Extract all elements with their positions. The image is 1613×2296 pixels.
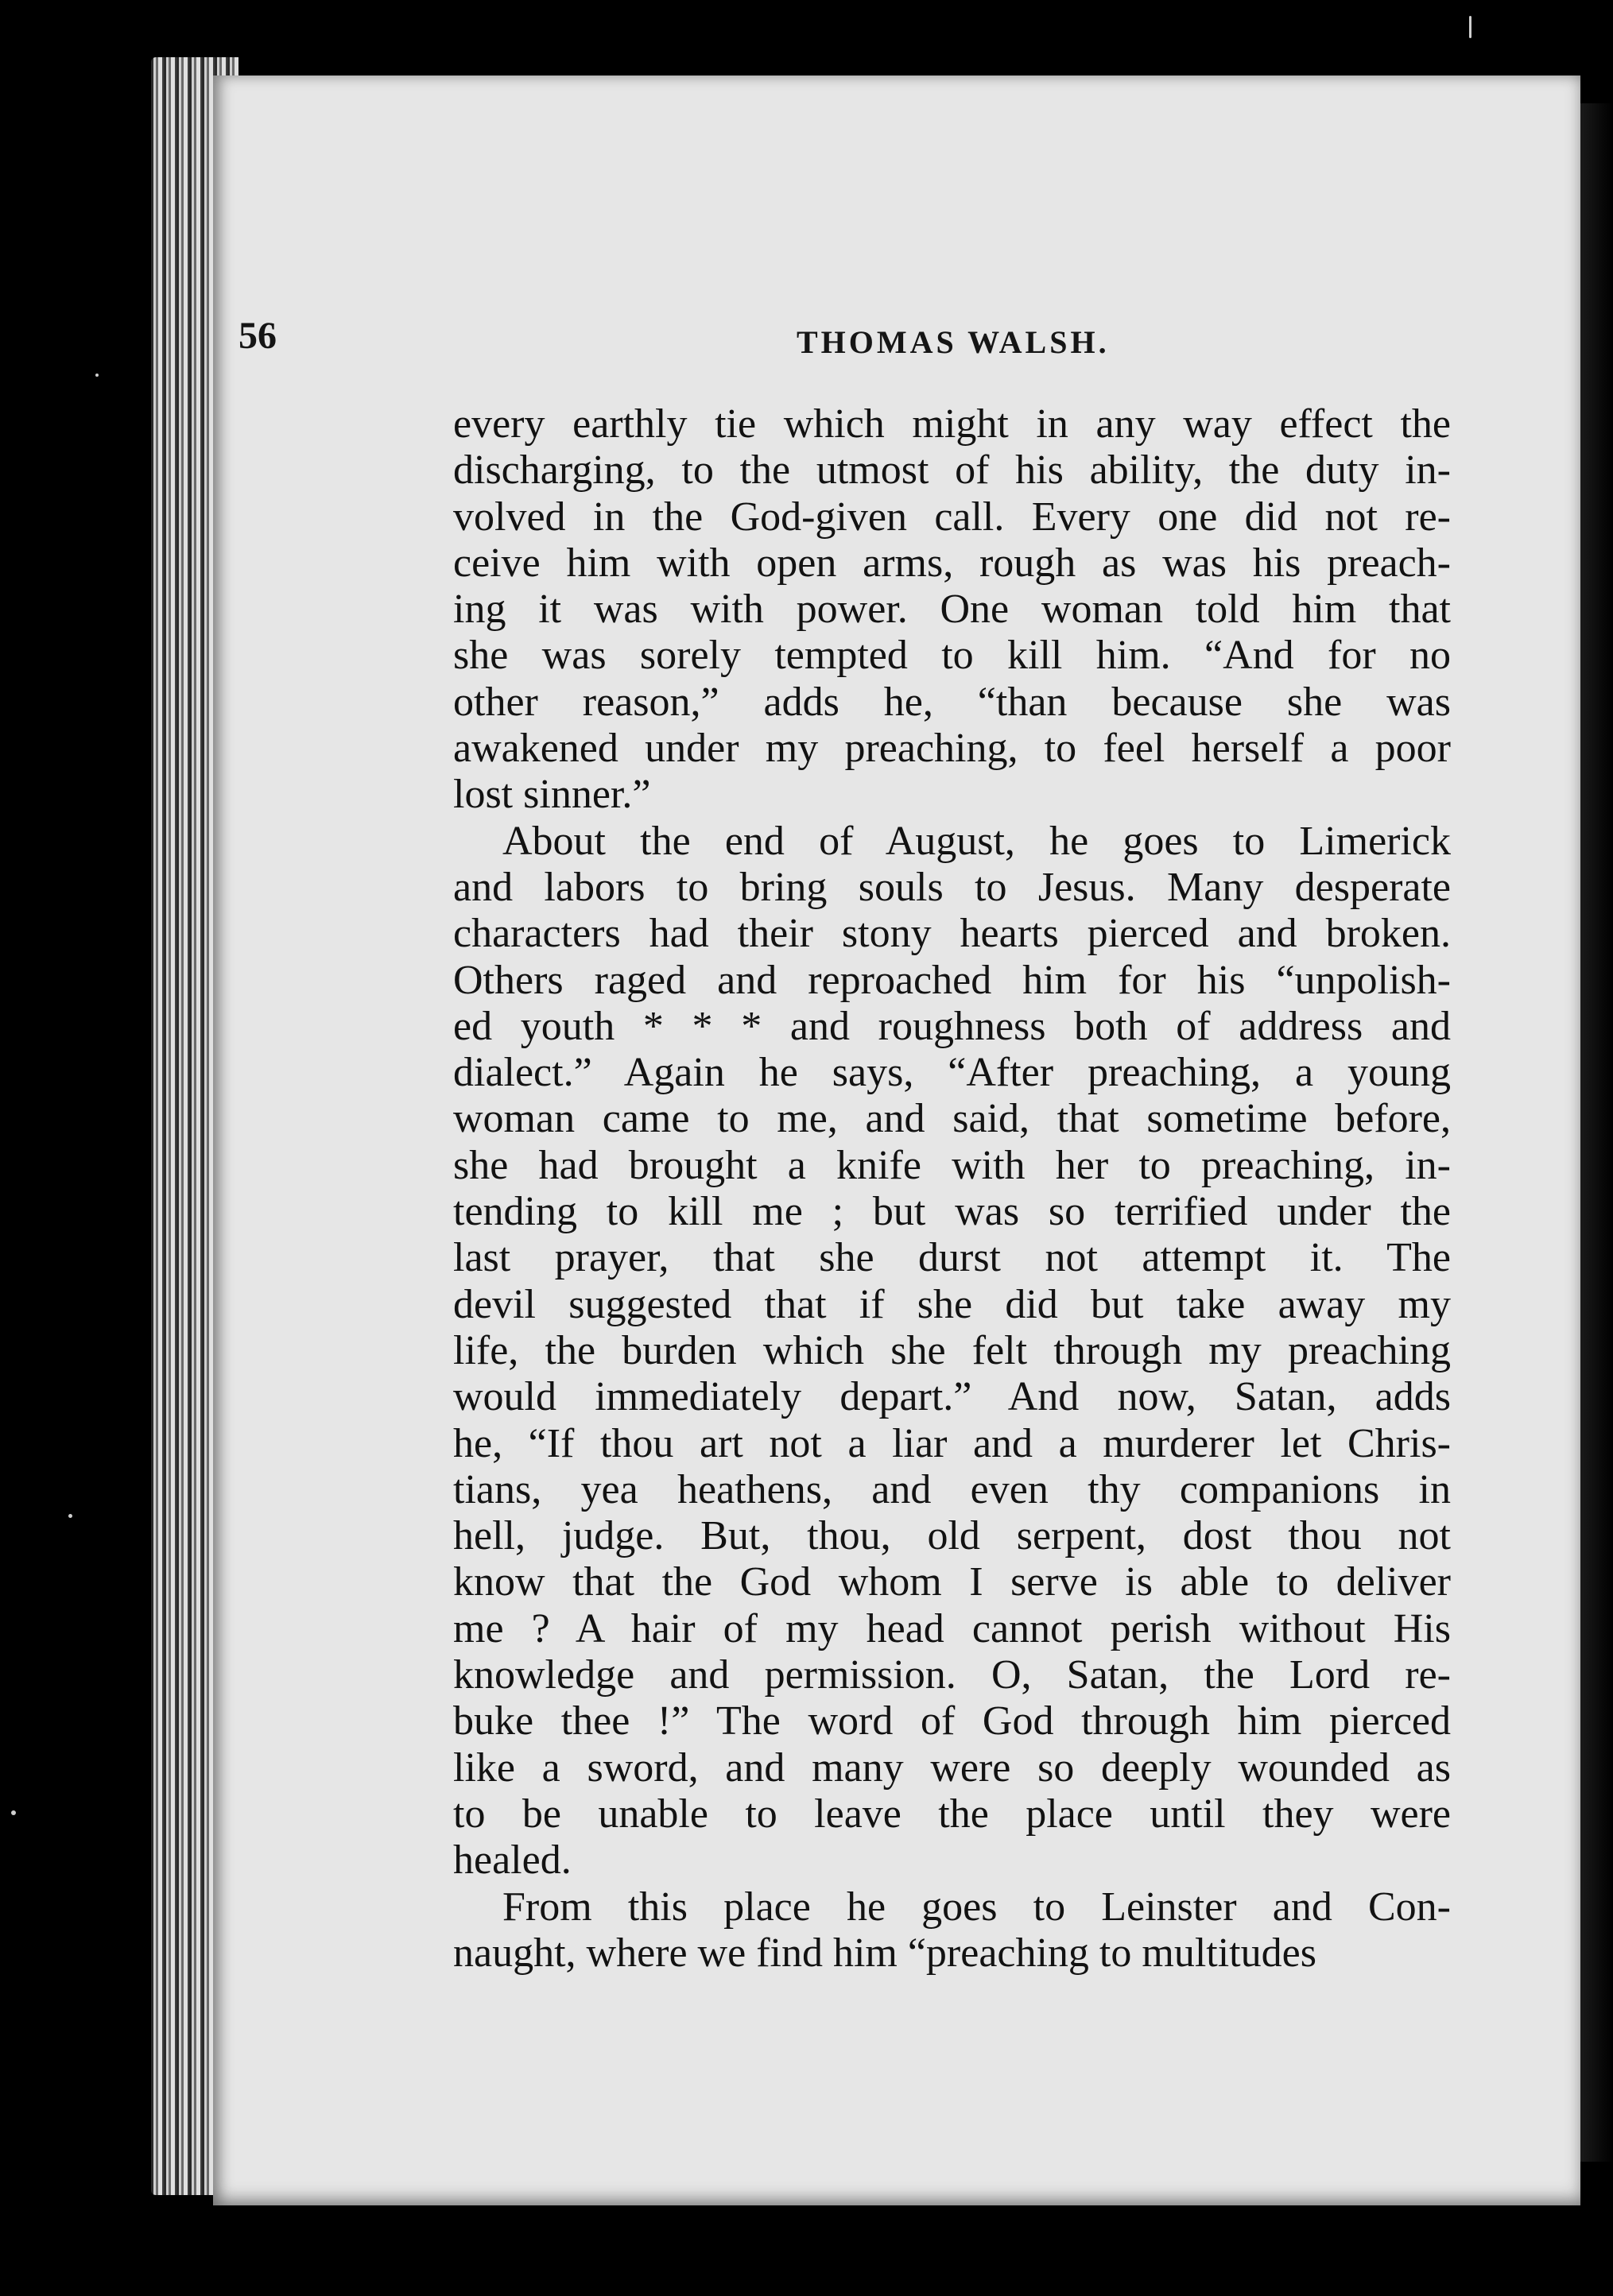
text-line: lost sinner.” — [453, 772, 651, 818]
text-line: me ? A hair of my head cannot perish without His — [453, 1605, 1451, 1651]
page-number: 56 — [238, 315, 277, 357]
text-line: every earthly tie which might in any way effect the — [453, 401, 1451, 447]
text-line: awakened under my preaching, to feel herself a poor — [453, 726, 1451, 772]
text-line: ed youth * * * and roughness both of address and — [453, 1003, 1451, 1049]
text-line: last prayer, that she durst not attempt it. The — [453, 1235, 1451, 1281]
text-line: tians, yea heathens, and even thy companions in — [453, 1466, 1451, 1512]
text-line: ing it was with power. One woman told him that — [453, 587, 1451, 633]
text-line: healed. — [453, 1837, 572, 1884]
text-line: knowledge and permission. O, Satan, the Lord re- — [453, 1652, 1451, 1698]
running-title: THOMAS WALSH. — [797, 324, 1110, 360]
text-line: volved in the God-given call. Every one did not re- — [453, 494, 1451, 540]
text-line: and labors to bring souls to Jesus. Many desperate — [453, 864, 1451, 910]
body-text — [453, 401, 1451, 1977]
text-line: naught, where we find him “preaching to multitudes — [453, 1930, 1316, 1976]
dust-speck — [1469, 16, 1471, 38]
gutter-shadow — [1580, 103, 1613, 2162]
text-line: discharging, to the utmost of his ability, the duty in- — [453, 447, 1451, 494]
text-line: she had brought a knife with her to preaching, in- — [453, 1142, 1451, 1188]
text-line: hell, judge. But, thou, old serpent, dost thou not — [453, 1513, 1451, 1559]
text-line: characters had their stony hearts pierced and broken. — [453, 911, 1451, 957]
text-line: life, the burden which she felt through my preaching — [453, 1327, 1451, 1373]
text-line: ceive him with open arms, rough as was his preach- — [453, 540, 1451, 586]
text-line: other reason,” adds he, “than because she was — [453, 679, 1451, 725]
text-line: About the end of August, he goes to Limerick — [502, 818, 1451, 864]
text-line: like a sword, and many were so deeply wounded as — [453, 1744, 1451, 1791]
dust-speck — [68, 1514, 72, 1518]
text-line: she was sorely tempted to kill him. “And for no — [453, 633, 1451, 679]
text-line: know that the God whom I serve is able to deliver — [453, 1559, 1451, 1605]
text-line: From this place he goes to Leinster and Con- — [502, 1884, 1451, 1930]
text-line: Others raged and reproached him for his “unpolish- — [453, 957, 1451, 1003]
dust-speck — [11, 1810, 16, 1815]
running-head — [238, 314, 1431, 370]
text-line: would immediately depart.” And now, Satan, adds — [453, 1374, 1451, 1420]
dust-speck — [95, 374, 99, 377]
text-line: woman came to me, and said, that sometime before, — [453, 1096, 1451, 1142]
text-line: devil suggested that if she did but take away my — [453, 1281, 1451, 1327]
text-line: he, “If thou art not a liar and a murderer let Chris- — [453, 1420, 1451, 1466]
text-line: buke thee !” The word of God through him pierced — [453, 1698, 1451, 1744]
text-line: dialect.” Again he says, “After preaching, a young — [453, 1050, 1451, 1096]
text-line: tending to kill me ; but was so terrified under the — [453, 1189, 1451, 1235]
text-line: to be unable to leave the place until they were — [453, 1791, 1451, 1837]
